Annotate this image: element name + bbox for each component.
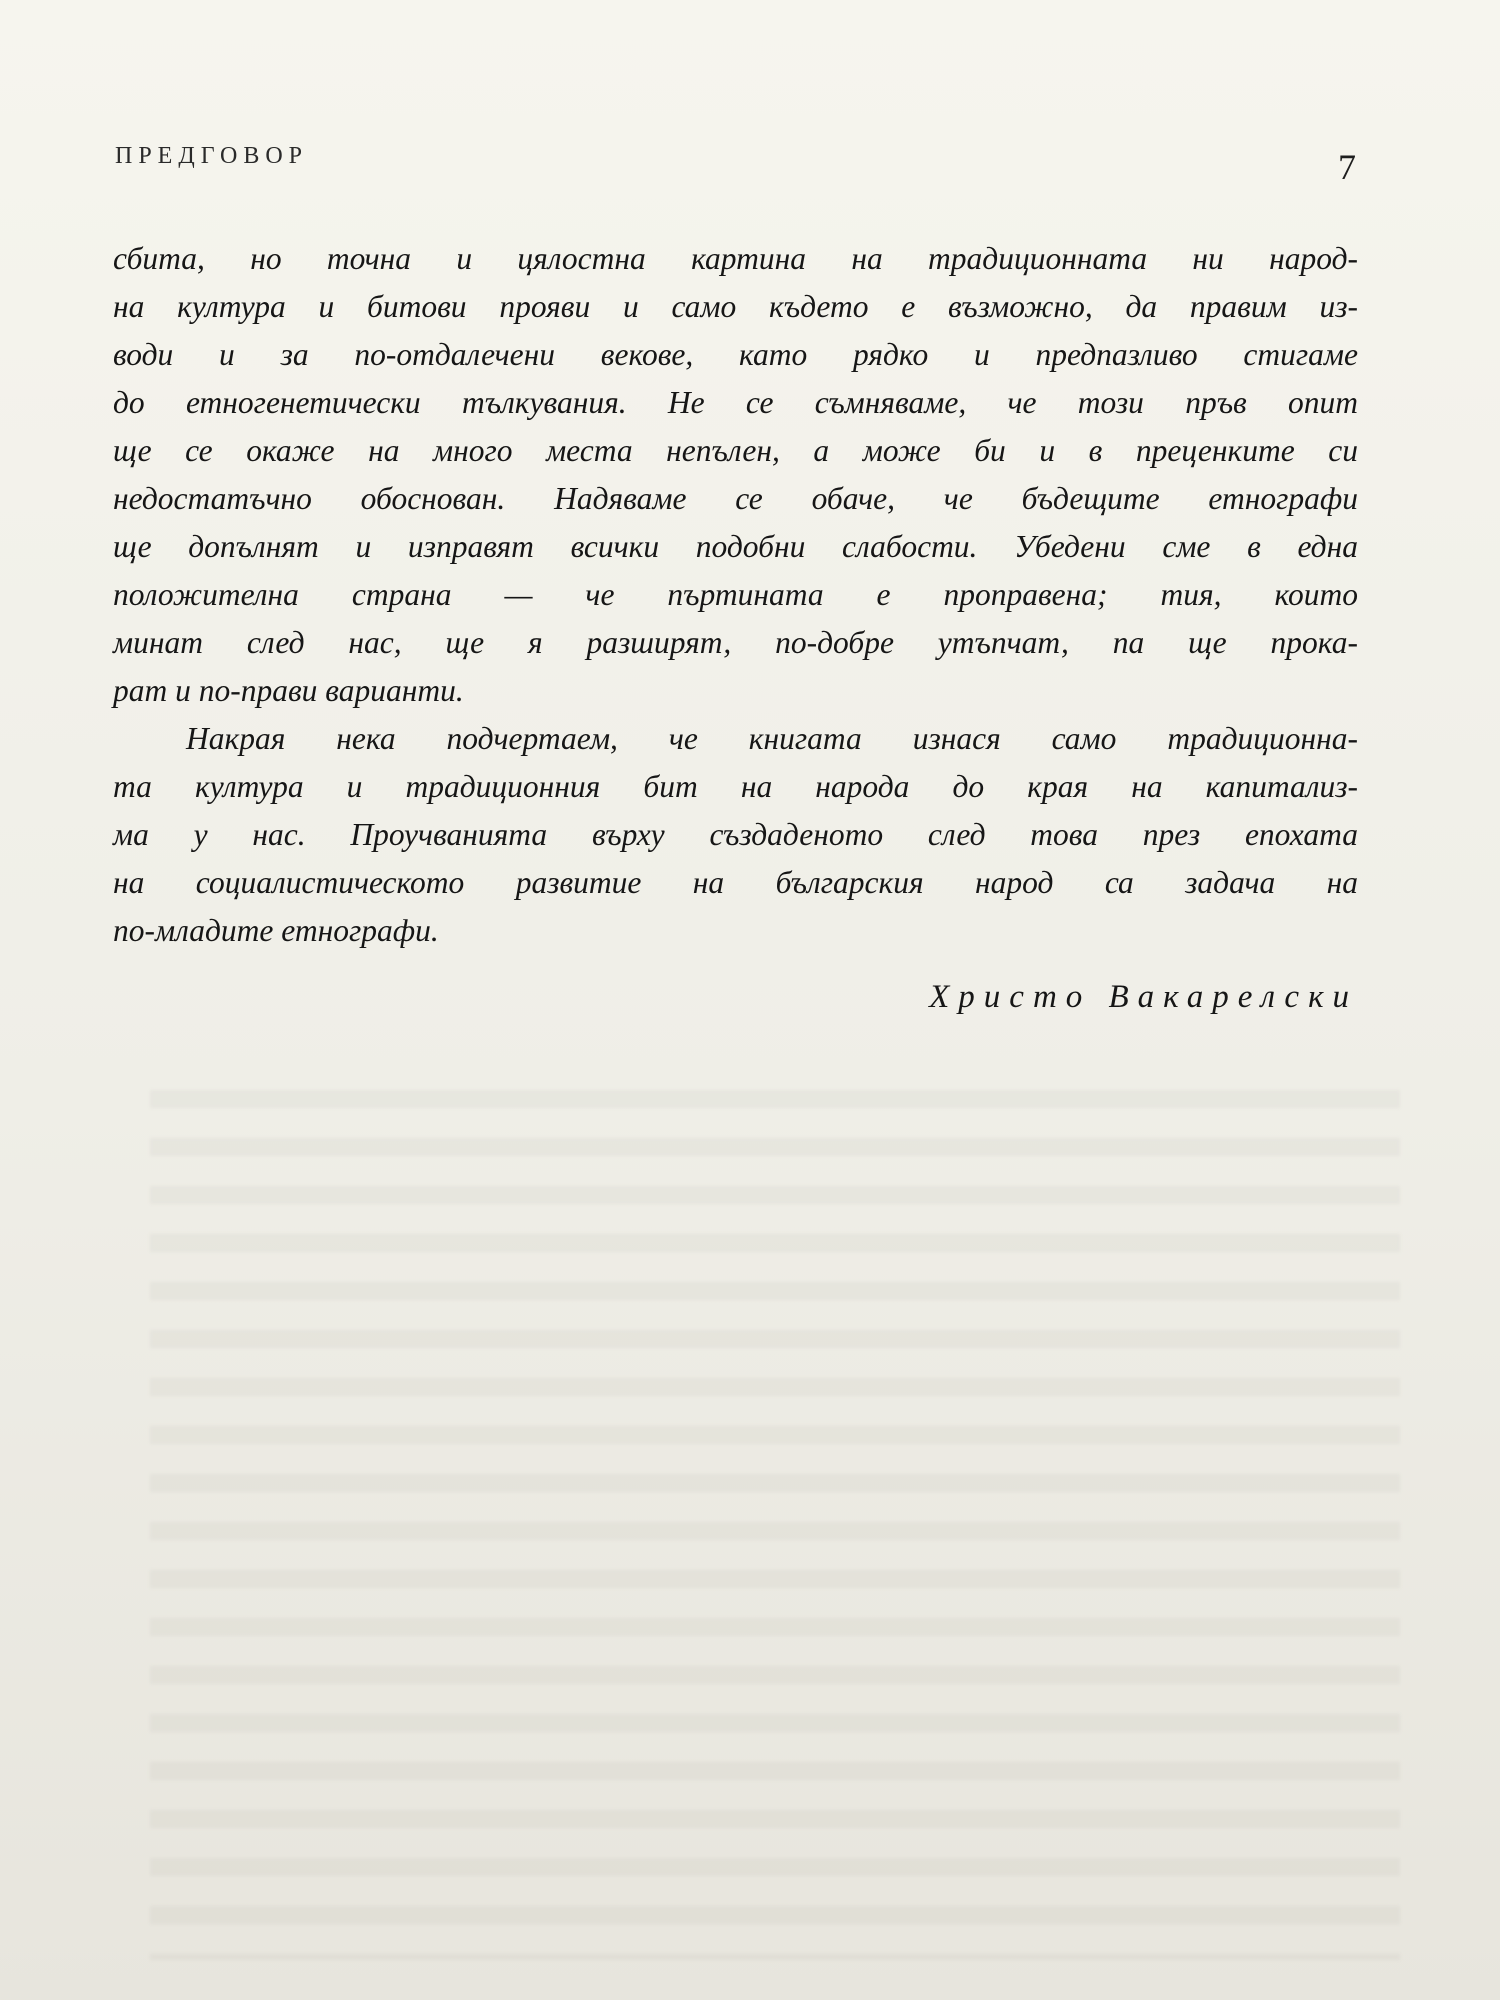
show-through-text-shadow xyxy=(150,1060,1400,1960)
text-line: Накрая нека подчертаем, че книгата изнася само традиционна- xyxy=(186,721,1358,756)
paragraph-2 xyxy=(113,715,1358,955)
text-line: ще допълнят и изправят всички подобни слабости. Убедени сме в една xyxy=(113,529,1358,564)
body-text xyxy=(113,235,1358,1027)
text-line: по-младите етнографи. xyxy=(113,913,439,948)
paragraph-1 xyxy=(113,235,1358,715)
text-line: минат след нас, ще я разширят, по-добре утъпчат, па ще прока- xyxy=(113,625,1358,660)
text-line: рат и по-прави варианти. xyxy=(113,673,464,708)
text-line: положителна страна — че пъртината е проправена; тия, които xyxy=(113,577,1358,612)
text-line: на култура и битови прояви и само където е възможно, да правим из- xyxy=(113,289,1358,324)
text-line: води и за по-отдалечени векове, като рядко и предпазливо стигаме xyxy=(113,337,1358,372)
text-line: до етногенетически тълкувания. Не се съмняваме, че този пръв опит xyxy=(113,385,1358,420)
page-number: 7 xyxy=(1338,147,1356,187)
text-line: на социалистическото развитие на българския народ са задача на xyxy=(113,865,1358,900)
author-signature: Христо Вакарелски xyxy=(929,979,1358,1015)
running-head: ПРЕДГОВОР xyxy=(115,143,309,169)
text-line: ма у нас. Проучванията върху създаденото след това през епохата xyxy=(113,817,1358,852)
text-line: недостатъчно обоснован. Надяваме се обаче, че бъдещите етнографи xyxy=(113,481,1358,516)
text-line: ще се окаже на много места непълен, а може би и в преценките си xyxy=(113,433,1358,468)
text-line: та култура и традиционния бит на народа до края на капитализ- xyxy=(113,769,1358,804)
text-line: сбита, но точна и цялостна картина на традиционната ни народ- xyxy=(113,241,1358,276)
